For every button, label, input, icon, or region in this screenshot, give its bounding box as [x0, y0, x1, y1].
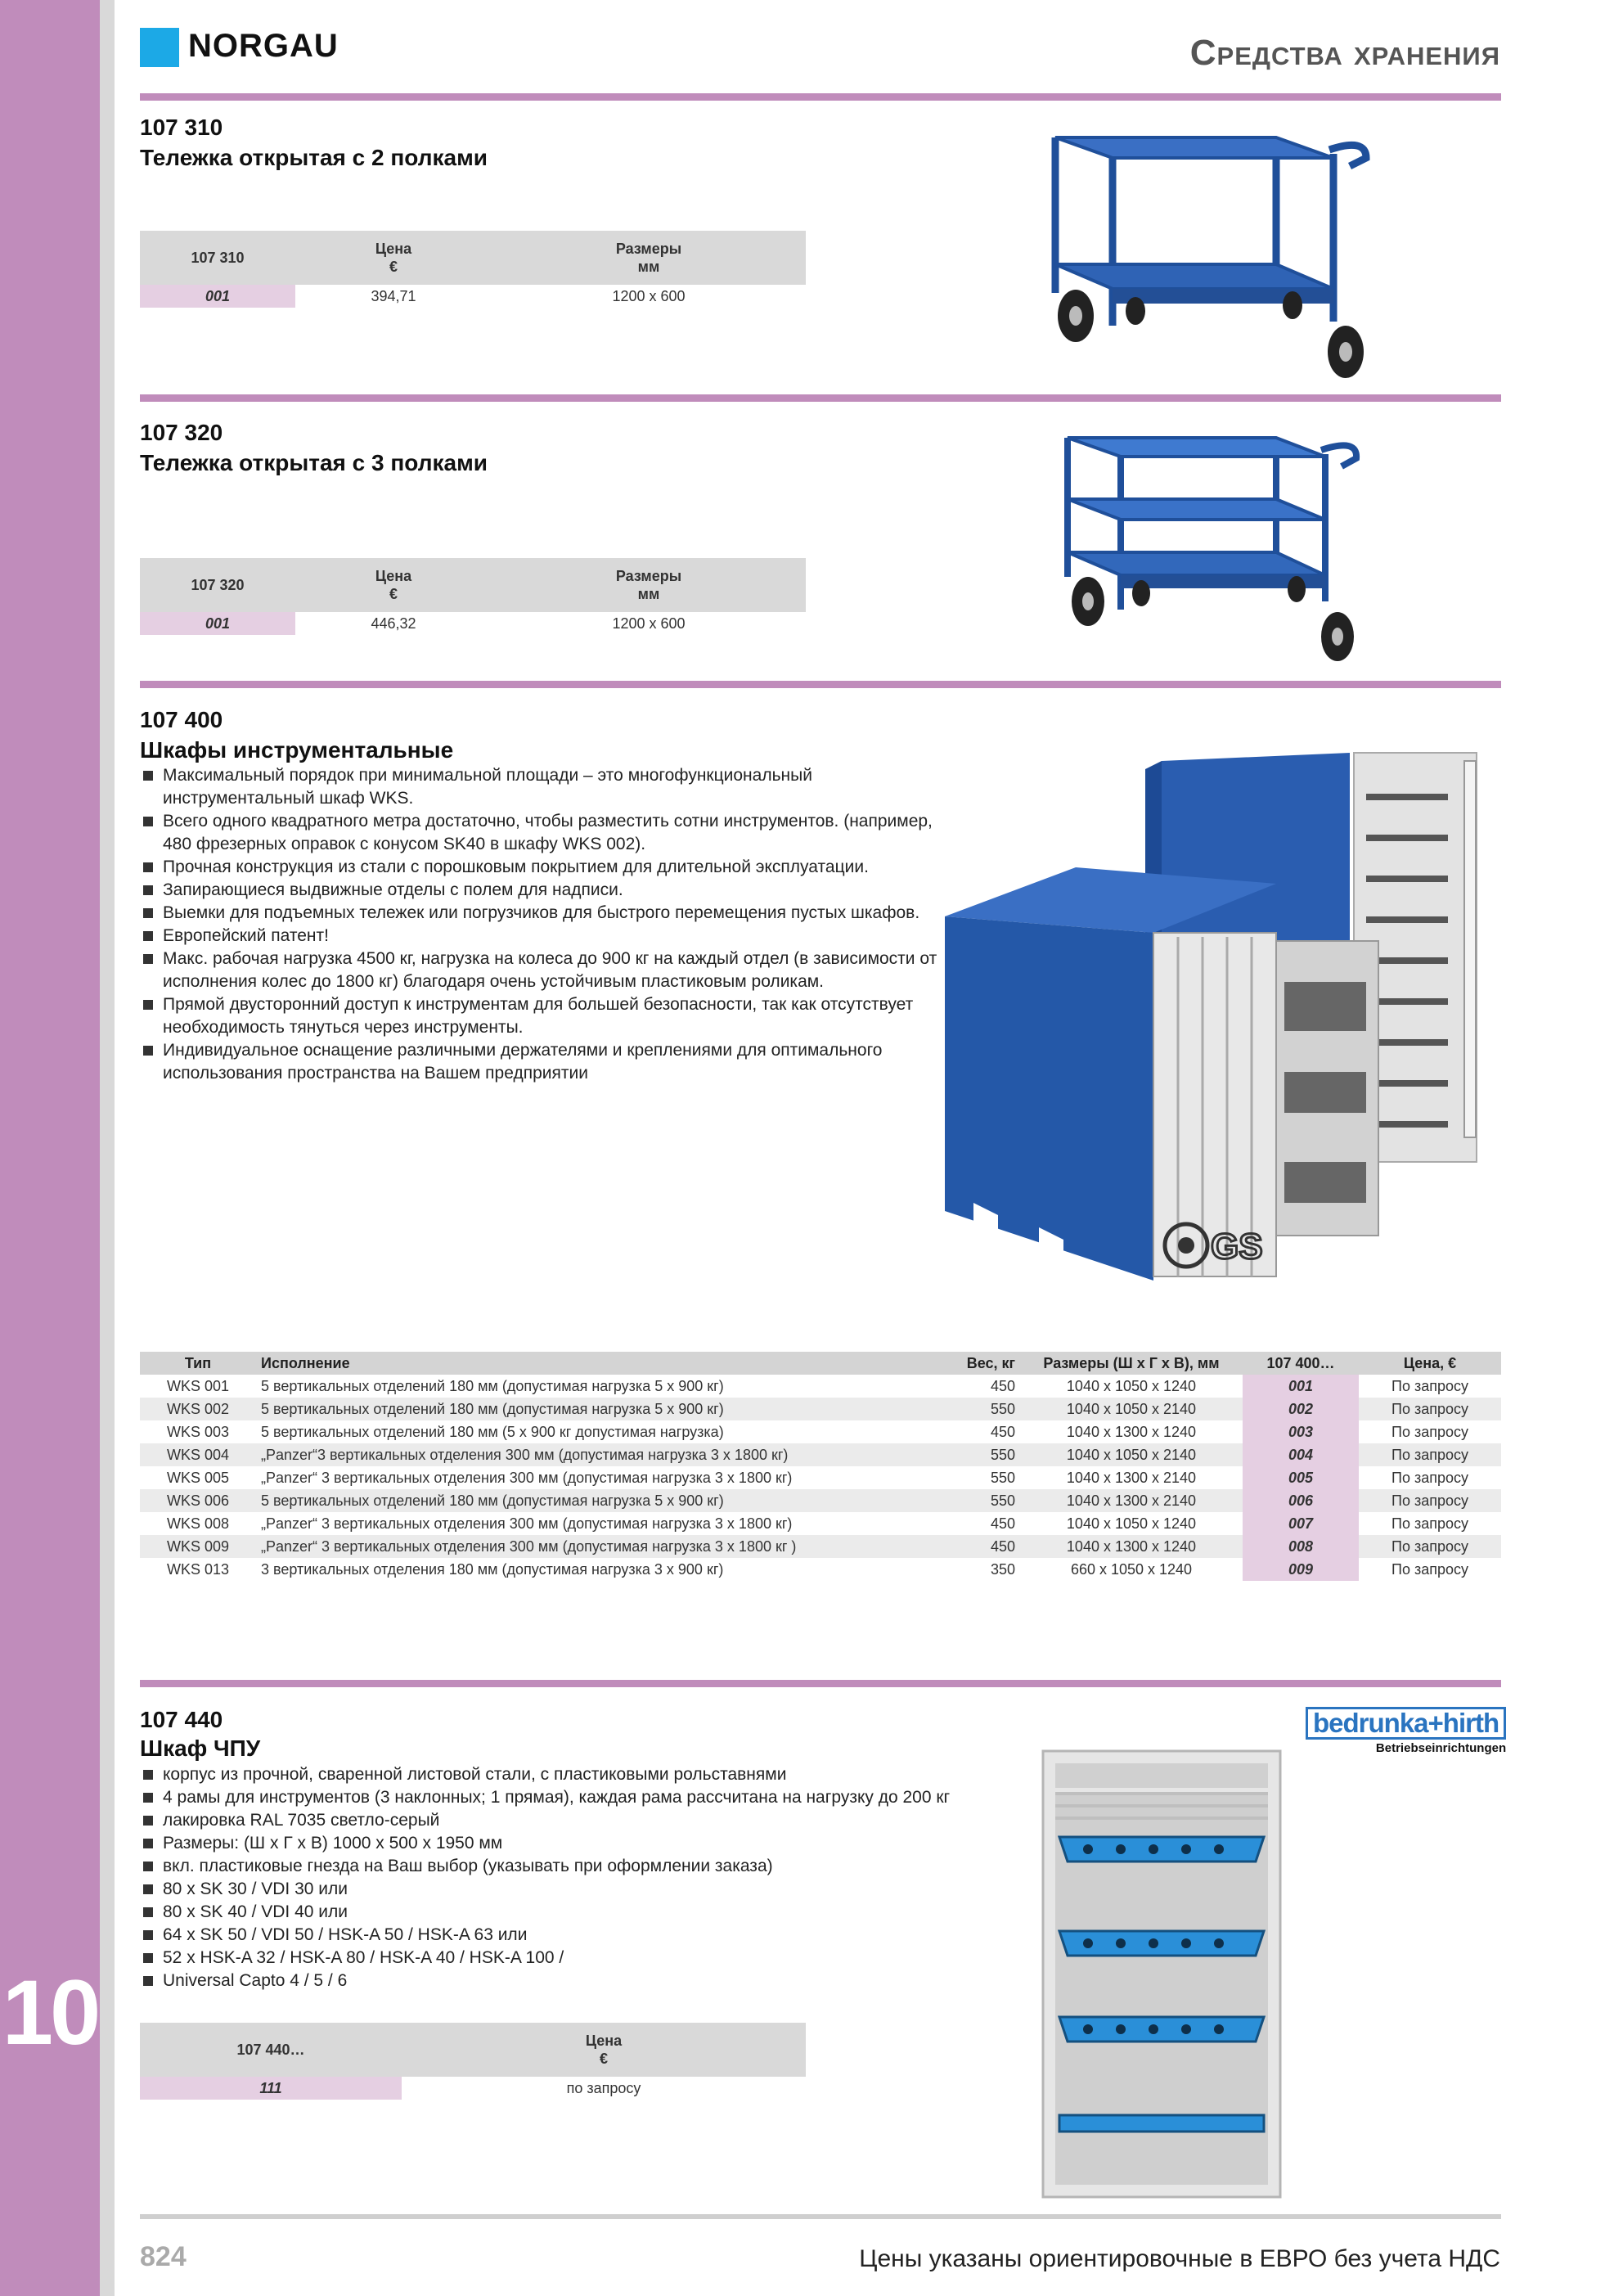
price-cell: По запросу	[1359, 1535, 1501, 1558]
execution-cell: 5 вертикальных отделений 180 мм (допустимая нагрузка 5 x 900 кг)	[256, 1398, 920, 1420]
type-cell: WKS 005	[166, 1469, 230, 1486]
table-row	[140, 1535, 1501, 1558]
section-2-code: 107 320	[140, 420, 223, 445]
dimensions-cell: 1040 x 1300 x 1240	[1066, 1423, 1197, 1440]
list-item: Всего одного квадратного метра достаточно, чтобы разместить сотни инструментов. (например, 480 фрезерных оправок с конусом SK40 в шкафу WKS 002).	[140, 810, 942, 856]
list-item: Прямой двусторонний доступ к инструментам для большей безопасности, так как отсутствует необходимость тянуться через инструменты.	[140, 993, 942, 1039]
cart-three-shelves-image	[1055, 425, 1374, 671]
dimensions-cell: 1040 x 1300 x 1240	[1020, 1535, 1243, 1558]
dimensions-cell: 1040 x 1300 x 2140	[1020, 1489, 1243, 1512]
price-cell: По запросу	[1391, 1469, 1468, 1486]
list-item: Размеры: (Ш x Г x В) 1000 x 500 x 1950 мм	[140, 1832, 1023, 1855]
list-item: 52 x HSK-A 32 / HSK-A 80 / HSK-A 40 / HSK-A 100 /	[140, 1947, 1023, 1970]
brand-subtitle: Betriebseinrichtungen	[1375, 1741, 1507, 1755]
weight-cell: 450	[990, 1515, 1015, 1532]
list-item: Universal Capto 4 / 5 / 6	[140, 1970, 1023, 1992]
type-cell: WKS 006	[140, 1489, 256, 1512]
execution-cell: „Panzer“3 вертикальных отделения 300 мм (допустимая нагрузка 3 x 1800 кг)	[256, 1443, 920, 1466]
table-row	[140, 612, 806, 635]
list-item: корпус из прочной, сваренной листовой стали, с пластиковыми рольставнями	[140, 1763, 1023, 1786]
weight-cell: 450	[990, 1423, 1015, 1440]
list-item: 4 рамы для инструментов (3 наклонных; 1 прямая), каждая рама рассчитана на нагрузку до 200 кг	[140, 1786, 1023, 1809]
price-cell: 394,71	[371, 287, 416, 304]
type-cell: WKS 013	[166, 1560, 230, 1578]
section-rule	[140, 394, 1501, 402]
col-size: Размеры мм	[492, 558, 806, 612]
list-item: лакировка RAL 7035 светло-серый	[140, 1809, 1023, 1832]
dimensions-cell: 1040 x 1050 x 1240	[1066, 1377, 1197, 1394]
variant-cell: 001	[140, 285, 295, 308]
section-4-price-table	[140, 2023, 806, 2100]
col-price: Цена €	[295, 231, 492, 285]
list-item: Европейский патент!	[140, 925, 942, 948]
type-cell: WKS 004	[140, 1443, 256, 1466]
execution-cell: „Panzer“ 3 вертикальных отделения 300 мм (допустимая нагрузка 3 x 1800 кг )	[256, 1535, 920, 1558]
tool-cabinets-image	[941, 745, 1497, 1293]
col-price: Цена €	[402, 2023, 806, 2077]
weight-cell: 450	[990, 1377, 1015, 1394]
table-row	[140, 1443, 1501, 1466]
price-cell: По запросу	[1391, 1515, 1468, 1532]
list-item: 80 x SK 30 / VDI 30 или	[140, 1878, 1023, 1901]
col-article: 107 320	[140, 558, 295, 612]
page-title: Средства хранения	[1189, 33, 1500, 73]
section-2-price-table	[140, 558, 806, 635]
table-row	[140, 285, 806, 308]
table-row	[140, 1466, 1501, 1489]
price-cell: По запросу	[1359, 1443, 1501, 1466]
wks-models-table	[140, 1352, 1501, 1581]
variant-cell: 007	[1243, 1512, 1359, 1535]
variant-cell: 004	[1243, 1443, 1359, 1466]
chapter-number: 10	[2, 1961, 98, 2064]
type-cell: WKS 002	[140, 1398, 256, 1420]
footer-note: Цены указаны ориентировочные в ЕВРО без учета НДС	[859, 2245, 1500, 2272]
execution-cell: 5 вертикальных отделений 180 мм (5 x 900 кг допустимая нагрузка)	[261, 1423, 724, 1440]
dimensions-cell: 1040 x 1300 x 2140	[1066, 1469, 1197, 1486]
section-3-title: Шкафы инструментальные	[140, 737, 454, 763]
size-cell: 1200 x 600	[612, 287, 686, 304]
list-item: Выемки для подъемных тележек или погрузчиков для быстрого перемещения пустых шкафов.	[140, 902, 942, 925]
section-1-price-table	[140, 231, 806, 308]
col-dimensions: Размеры (Ш x Г x В), мм	[1020, 1352, 1243, 1375]
table-row	[140, 2077, 806, 2100]
weight-cell: 550	[920, 1489, 1020, 1512]
col-article: 107 400…	[1243, 1352, 1359, 1375]
variant-cell: 003	[1243, 1420, 1359, 1443]
price-cell: По запросу	[1391, 1377, 1468, 1394]
section-3-code: 107 400	[140, 707, 223, 732]
dimensions-cell: 1040 x 1050 x 2140	[1020, 1443, 1243, 1466]
variant-cell: 008	[1243, 1535, 1359, 1558]
type-cell: WKS 003	[166, 1423, 230, 1440]
list-item: Максимальный порядок при минимальной площади – это многофункциональный инструментальный шкаф WKS.	[140, 764, 942, 810]
table-row	[140, 1398, 1501, 1420]
size-cell: 1200 x 600	[612, 615, 686, 632]
price-cell: По запросу	[1359, 1489, 1501, 1512]
table-row	[140, 1558, 1501, 1581]
col-price: Цена €	[295, 558, 492, 612]
col-article: 107 440…	[140, 2023, 402, 2077]
table-row	[140, 1512, 1501, 1535]
variant-cell: 001	[1243, 1375, 1359, 1398]
list-item: Запирающиеся выдвижные отделы с полем для надписи.	[140, 879, 942, 902]
variant-cell: 005	[1243, 1466, 1359, 1489]
variant-cell: 001	[140, 612, 295, 635]
execution-cell: 3 вертикальных отделения 180 мм (допустимая нагрузка 3 x 900 кг)	[261, 1560, 724, 1578]
weight-cell: 450	[920, 1535, 1020, 1558]
execution-cell: „Panzer“ 3 вертикальных отделения 300 мм (допустимая нагрузка 3 x 1800 кг)	[261, 1469, 793, 1486]
gs-cert-text: GS	[1211, 1227, 1263, 1267]
list-item: 80 x SK 40 / VDI 40 или	[140, 1901, 1023, 1924]
cnc-cabinet-image	[1039, 1747, 1284, 2201]
weight-cell: 550	[990, 1469, 1015, 1486]
list-item: Прочная конструкция из стали с порошковым покрытием для длительной эксплуатации.	[140, 856, 942, 879]
weight-cell: 550	[920, 1398, 1020, 1420]
type-cell: WKS 009	[140, 1535, 256, 1558]
footer-rule	[140, 2214, 1501, 2219]
list-item: Макс. рабочая нагрузка 4500 кг, нагрузка на колеса до 900 кг на каждый отдел (в зависимости от исполнения колес до 1800 кг) благодаря очень устойчивым пластиковым роликам.	[140, 948, 942, 993]
section-rule	[140, 681, 1501, 688]
header-rule	[140, 93, 1501, 101]
weight-cell: 550	[920, 1443, 1020, 1466]
dimensions-cell: 1040 x 1050 x 1240	[1066, 1515, 1197, 1532]
col-price: Цена, €	[1359, 1352, 1501, 1375]
weight-cell: 350	[990, 1560, 1015, 1578]
variant-cell: 009	[1243, 1558, 1359, 1581]
cart-two-shelves-image	[1039, 121, 1382, 387]
variant-cell: 006	[1243, 1489, 1359, 1512]
table-row	[140, 1489, 1501, 1512]
section-rule	[140, 1680, 1501, 1687]
price-cell: По запросу	[1359, 1398, 1501, 1420]
brand-name: bedrunka+hirth	[1306, 1707, 1506, 1740]
section-2-title: Тележка открытая с 3 полками	[140, 450, 488, 475]
list-item: вкл. пластиковые гнезда на Ваш выбор (указывать при оформлении заказа)	[140, 1855, 1023, 1878]
section-4-code: 107 440	[140, 1707, 223, 1732]
section-3-features	[140, 764, 942, 1085]
logo-square-icon	[140, 28, 179, 67]
price-cell: По запросу	[1391, 1423, 1468, 1440]
col-article: 107 310	[140, 231, 295, 285]
price-cell: по запросу	[566, 2079, 641, 2096]
execution-cell: „Panzer“ 3 вертикальных отделения 300 мм (допустимая нагрузка 3 x 1800 кг)	[261, 1515, 793, 1532]
list-item: 64 x SK 50 / VDI 50 / HSK-A 50 / HSK-A 63 или	[140, 1924, 1023, 1947]
brand-bedrunka-logo	[1306, 1707, 1506, 1755]
price-cell: По запросу	[1391, 1560, 1468, 1578]
execution-cell: 5 вертикальных отделений 180 мм (допустимая нагрузка 5 x 900 кг)	[261, 1377, 724, 1394]
section-1-code: 107 310	[140, 115, 223, 140]
price-cell: 446,32	[371, 615, 416, 632]
table-row	[140, 1375, 1501, 1398]
dimensions-cell: 1040 x 1050 x 2140	[1020, 1398, 1243, 1420]
variant-cell: 111	[140, 2077, 402, 2100]
dimensions-cell: 660 x 1050 x 1240	[1070, 1560, 1193, 1578]
col-weight: Вес, кг	[920, 1352, 1020, 1375]
col-execution: Исполнение	[256, 1352, 920, 1375]
section-4-features	[140, 1763, 1023, 1992]
col-size: Размеры мм	[492, 231, 806, 285]
list-item: Индивидуальное оснащение различными держателями и креплениями для оптимального использования пространства на Вашем предприятии	[140, 1039, 942, 1085]
type-cell: WKS 008	[166, 1515, 230, 1532]
type-cell: WKS 001	[166, 1377, 230, 1394]
variant-cell: 002	[1243, 1398, 1359, 1420]
brand-logo: NORGAU	[188, 28, 339, 64]
table-row	[140, 1420, 1501, 1443]
section-1-title: Тележка открытая с 2 полками	[140, 145, 488, 170]
section-4-title: Шкаф ЧПУ	[140, 1736, 261, 1761]
chapter-side-band	[0, 0, 100, 2296]
page-number: 824	[140, 2241, 187, 2272]
col-type: Тип	[140, 1352, 256, 1375]
side-divider	[100, 0, 115, 2296]
execution-cell: 5 вертикальных отделений 180 мм (допустимая нагрузка 5 x 900 кг)	[256, 1489, 920, 1512]
